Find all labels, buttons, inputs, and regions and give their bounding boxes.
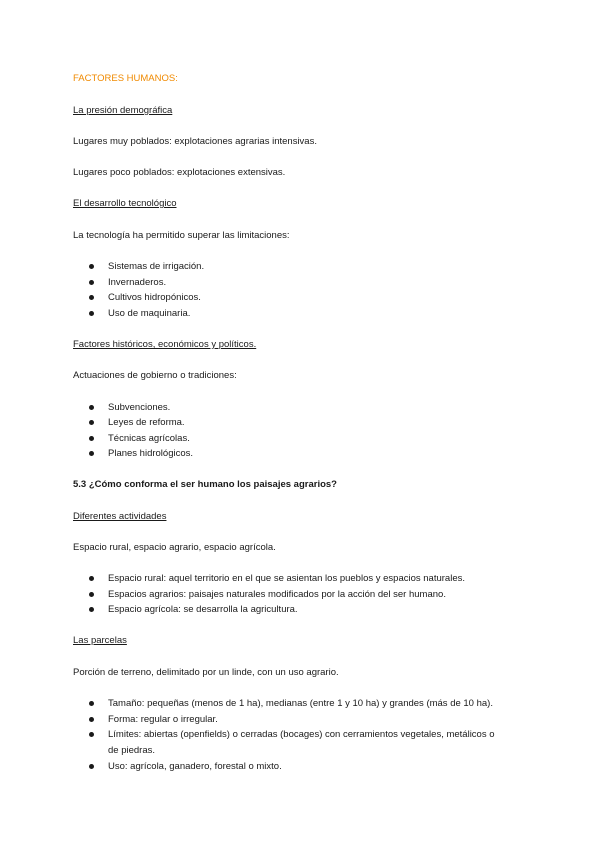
list-item: Subvenciones. <box>108 402 171 413</box>
bullet-icon <box>89 311 94 316</box>
paragraph: Lugares muy poblados: explotaciones agrarias intensivas. <box>73 136 317 147</box>
bullet-icon <box>89 701 94 706</box>
list-item: Espacio agrícola: se desarrolla la agricultura. <box>108 604 298 615</box>
bullet-icon <box>89 607 94 612</box>
bullet-icon <box>89 764 94 769</box>
paragraph: Actuaciones de gobierno o tradiciones: <box>73 370 237 381</box>
bullet-icon <box>89 295 94 300</box>
section-title-parcelas: Las parcelas <box>73 635 127 646</box>
list-item: Planes hidrológicos. <box>108 448 194 459</box>
list-item: Cultivos hidropónicos. <box>108 292 201 303</box>
bullet-icon <box>89 436 94 441</box>
bullet-icon <box>89 717 94 722</box>
bullet-icon <box>89 732 94 737</box>
list-item: Espacio rural: aquel territorio en el que se asientan los pueblos y espacios naturales. <box>108 573 465 584</box>
list-item: Límites: abiertas (openfields) o cerradas (bocages) con cerramientos vegetales, metálicos o <box>108 729 495 740</box>
list-item: Espacios agrarios: paisajes naturales modificados por la acción del ser humano. <box>108 589 446 600</box>
main-heading: FACTORES HUMANOS: <box>73 73 178 84</box>
bullet-icon <box>89 576 94 581</box>
bullet-icon <box>89 280 94 285</box>
paragraph: Espacio rural, espacio agrario, espacio agrícola. <box>73 542 276 553</box>
list-item: Técnicas agrícolas. <box>108 433 190 444</box>
bullet-icon <box>89 451 94 456</box>
bullet-icon <box>89 592 94 597</box>
paragraph: La tecnología ha permitido superar las limitaciones: <box>73 230 290 241</box>
section-title-presion: La presión demográfica <box>73 105 173 116</box>
bullet-icon <box>89 264 94 269</box>
list-item: Sistemas de irrigación. <box>108 261 205 272</box>
list-item: Forma: regular o irregular. <box>108 714 218 725</box>
section-title-factores: Factores históricos, económicos y políticos. <box>73 339 257 350</box>
paragraph: Lugares poco poblados: explotaciones extensivas. <box>73 167 286 178</box>
section-heading-5-3: 5.3 ¿Cómo conforma el ser humano los paisajes agrarios? <box>73 479 337 490</box>
bullet-icon <box>89 420 94 425</box>
list-item: Invernaderos. <box>108 277 167 288</box>
section-title-desarrollo: El desarrollo tecnológico <box>73 198 177 209</box>
list-item: Uso de maquinaria. <box>108 308 191 319</box>
section-title-actividades: Diferentes actividades <box>73 511 167 522</box>
list-item: Leyes de reforma. <box>108 417 185 428</box>
list-item: Tamaño: pequeñas (menos de 1 ha), medianas (entre 1 y 10 ha) y grandes (más de 10 ha). <box>108 698 493 709</box>
bullet-icon <box>89 405 94 410</box>
paragraph: Porción de terreno, delimitado por un linde, con un uso agrario. <box>73 667 339 678</box>
list-item: Uso: agrícola, ganadero, forestal o mixto. <box>108 761 282 772</box>
list-item-continuation: de piedras. <box>108 745 156 756</box>
